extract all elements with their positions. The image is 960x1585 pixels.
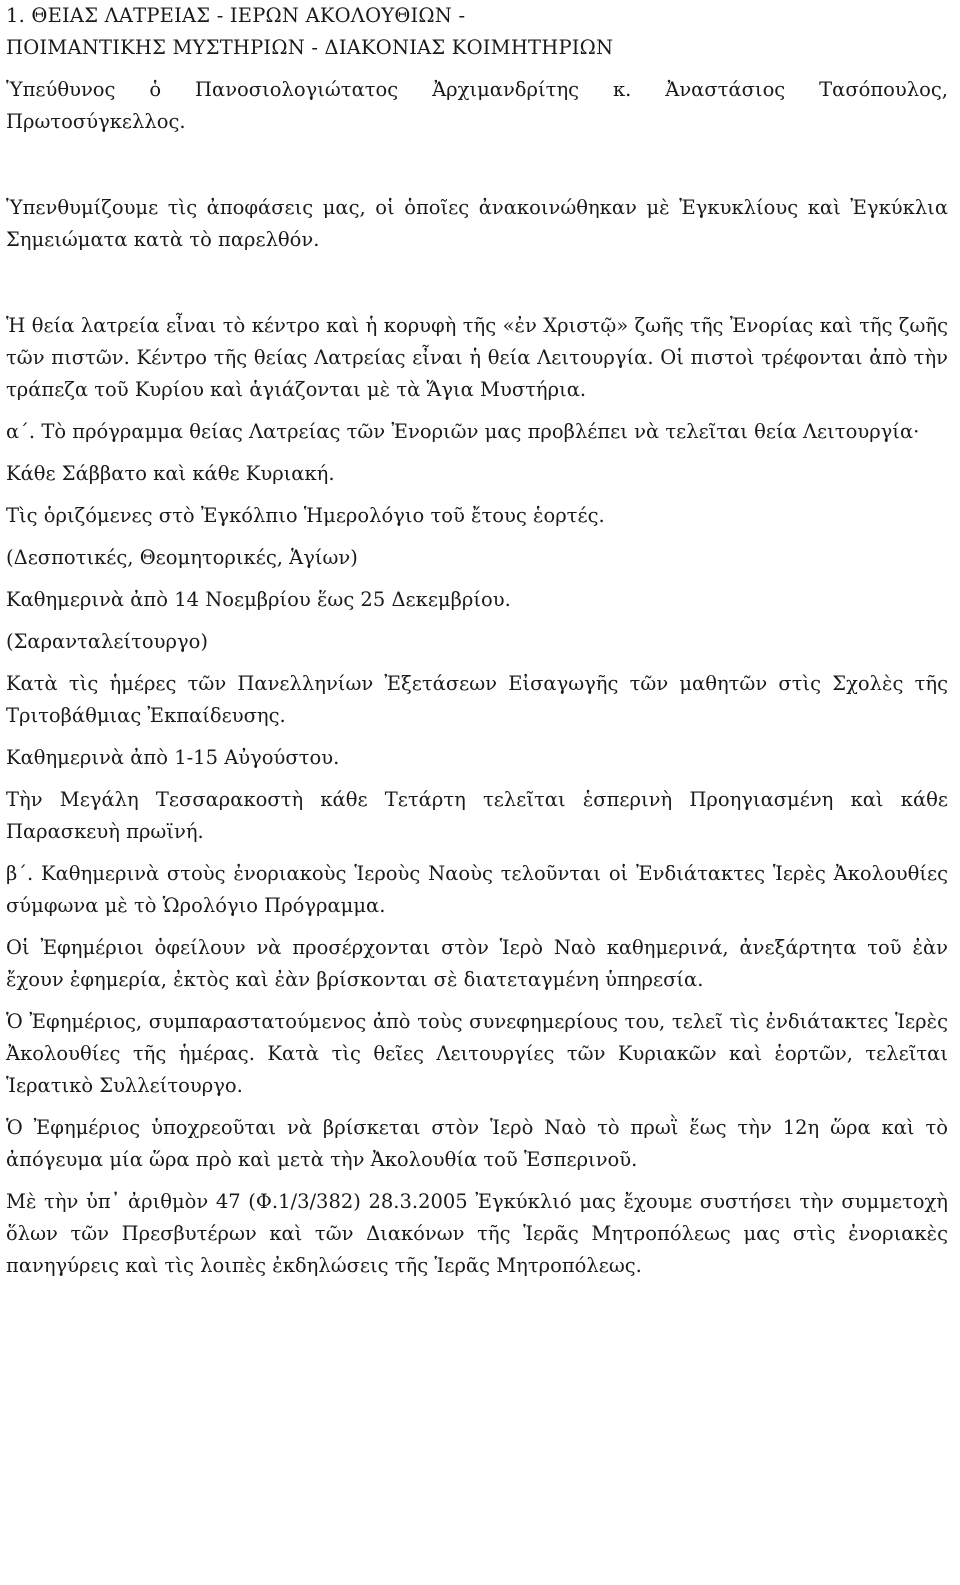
schedule-item-saranteleitourgo: (Σαρανταλείτουργο) (6, 630, 208, 653)
priest-services-paragraph: Ὁ Ἐφημέριος, συμπαραστατούμενος ἀπὸ τοὺς συνεφημερίους του, τελεῖ τὶς ἐνδιάτακτες Ἱερὲς Ἀκολουθίες τῆς ἡμέρας. Κατὰ τὶς θεῖες Λειτουργίες τῶν Κυριακῶν καὶ ἑορτῶν, τελεῖται Ἱερατικὸ Συλλείτουργο. (6, 1010, 948, 1097)
schedule-item-feasts: Τὶς ὁριζόμενες στὸ Ἐγκόλπιο Ἡμερολόγιο τοῦ ἔτους ἑορτές. (6, 504, 605, 527)
schedule-item-exams: Κατὰ τὶς ἡμέρες τῶν Πανελληνίων Ἐξετάσεων Εἰσαγωγῆς τῶν μαθητῶν στὶς Σχολὲς τῆς Τριτοβάθμιας Ἐκπαίδευσης. (6, 672, 948, 727)
schedule-item-feasts-note: (Δεσποτικές, Θεομητορικές, Ἁγίων) (6, 546, 358, 569)
section-heading (6, 0, 948, 64)
heading-line-2: ΠΟΙΜΑΝΤΙΚΗΣ ΜΥΣΤΗΡΙΩΝ - ΔΙΑΚΟΝΙΑΣ ΚΟΙΜΗΤΗΡΙΩΝ (6, 36, 614, 59)
schedule-item-august: Καθημερινὰ ἀπὸ 1-15 Αὐγούστου. (6, 746, 340, 769)
responsible-person-paragraph: Ὑπεύθυνος ὁ Πανοσιολογιώτατος Ἀρχιμανδρίτης κ. Ἀναστάσιος Τασόπουλος, Πρωτοσύγκελλος. (6, 78, 948, 133)
schedule-item-lent: Τὴν Μεγάλη Τεσσαρακοστὴ κάθε Τετάρτη τελεῖται ἑσπερινὴ Προηγιασμένη καὶ κάθε Παρασκευὴ πρωϊνή. (6, 788, 948, 843)
document-page (6, 0, 948, 1282)
priest-hours-paragraph: Ὁ Ἐφημέριος ὑποχρεοῦται νὰ βρίσκεται στὸν Ἱερὸ Ναὸ τὸ πρωῒ ἕως τὴν 12η ὥρα καὶ τὸ ἀπόγευμα μία ὥρα πρὸ καὶ μετὰ τὴν Ἀκολουθία τοῦ Ἑσπερινοῦ. (6, 1116, 948, 1171)
program-intro-paragraph: α΄. Τὸ πρόγραμμα θείας Λατρείας τῶν Ἐνοριῶν μας προβλέπει νὰ τελεῖται θεία Λειτουργία· (6, 420, 920, 443)
daily-services-paragraph: β΄. Καθημερινὰ στοὺς ἐνοριακοὺς Ἱεροὺς Ναοὺς τελοῦνται οἱ Ἐνδιάτακτες Ἱερὲς Ἀκολουθίες σύμφωνα μὲ τὸ Ὡρολόγιο Πρόγραμμα. (6, 862, 948, 917)
reminder-paragraph: Ὑπενθυμίζουμε τὶς ἀποφάσεις μας, οἱ ὁποῖες ἀνακοινώθηκαν μὲ Ἐγκυκλίους καὶ Ἐγκύκλια Σημειώματα κατὰ τὸ παρελθόν. (6, 196, 948, 251)
priests-attendance-paragraph: Οἱ Ἐφημέριοι ὀφείλουν νὰ προσέρχονται στὸν Ἱερὸ Ναὸ καθημερινά, ἀνεξάρτητα τοῦ ἐὰν ἔχουν ἐφημερία, ἐκτὸς καὶ ἐὰν βρίσκονται σὲ διατεταγμένη ὑπηρεσία. (6, 936, 948, 991)
schedule-item-november-december: Καθημερινὰ ἀπὸ 14 Νοεμβρίου ἕως 25 Δεκεμβρίου. (6, 588, 511, 611)
schedule-item-saturday-sunday: Κάθε Σάββατο καὶ κάθε Κυριακή. (6, 462, 335, 485)
heading-line-1: 1. ΘΕΙΑΣ ΛΑΤΡΕΙΑΣ - ΙΕΡΩΝ ΑΚΟΛΟΥΘΙΩΝ - (6, 4, 466, 27)
worship-center-paragraph: Ἡ θεία λατρεία εἶναι τὸ κέντρο καὶ ἡ κορυφὴ τῆς «ἐν Χριστῷ» ζωῆς τῆς Ἐνορίας καὶ τῆς ζωῆς τῶν πιστῶν. Κέντρο τῆς θείας Λατρείας εἶναι ἡ θεία Λειτουργία. Οἱ πιστοὶ τρέφονται ἀπὸ τὴν τράπεζα τοῦ Κυρίου καὶ ἁγιάζονται μὲ τὰ Ἅγια Μυστήρια. (6, 314, 948, 401)
encyclical-paragraph: Μὲ τὴν ὑπ᾽ ἀριθμὸν 47 (Φ.1/3/382) 28.3.2005 Ἐγκύκλιό μας ἔχουμε συστήσει τὴν συμμετοχὴ ὅλων τῶν Πρεσβυτέρων καὶ τῶν Διακόνων τῆς Ἱερᾶς Μητροπόλεως μας στὶς ἐνοριακὲς πανηγύρεις καὶ τὶς λοιπὲς ἐκδηλώσεις τῆς Ἱερᾶς Μητροπόλεως. (6, 1190, 948, 1277)
